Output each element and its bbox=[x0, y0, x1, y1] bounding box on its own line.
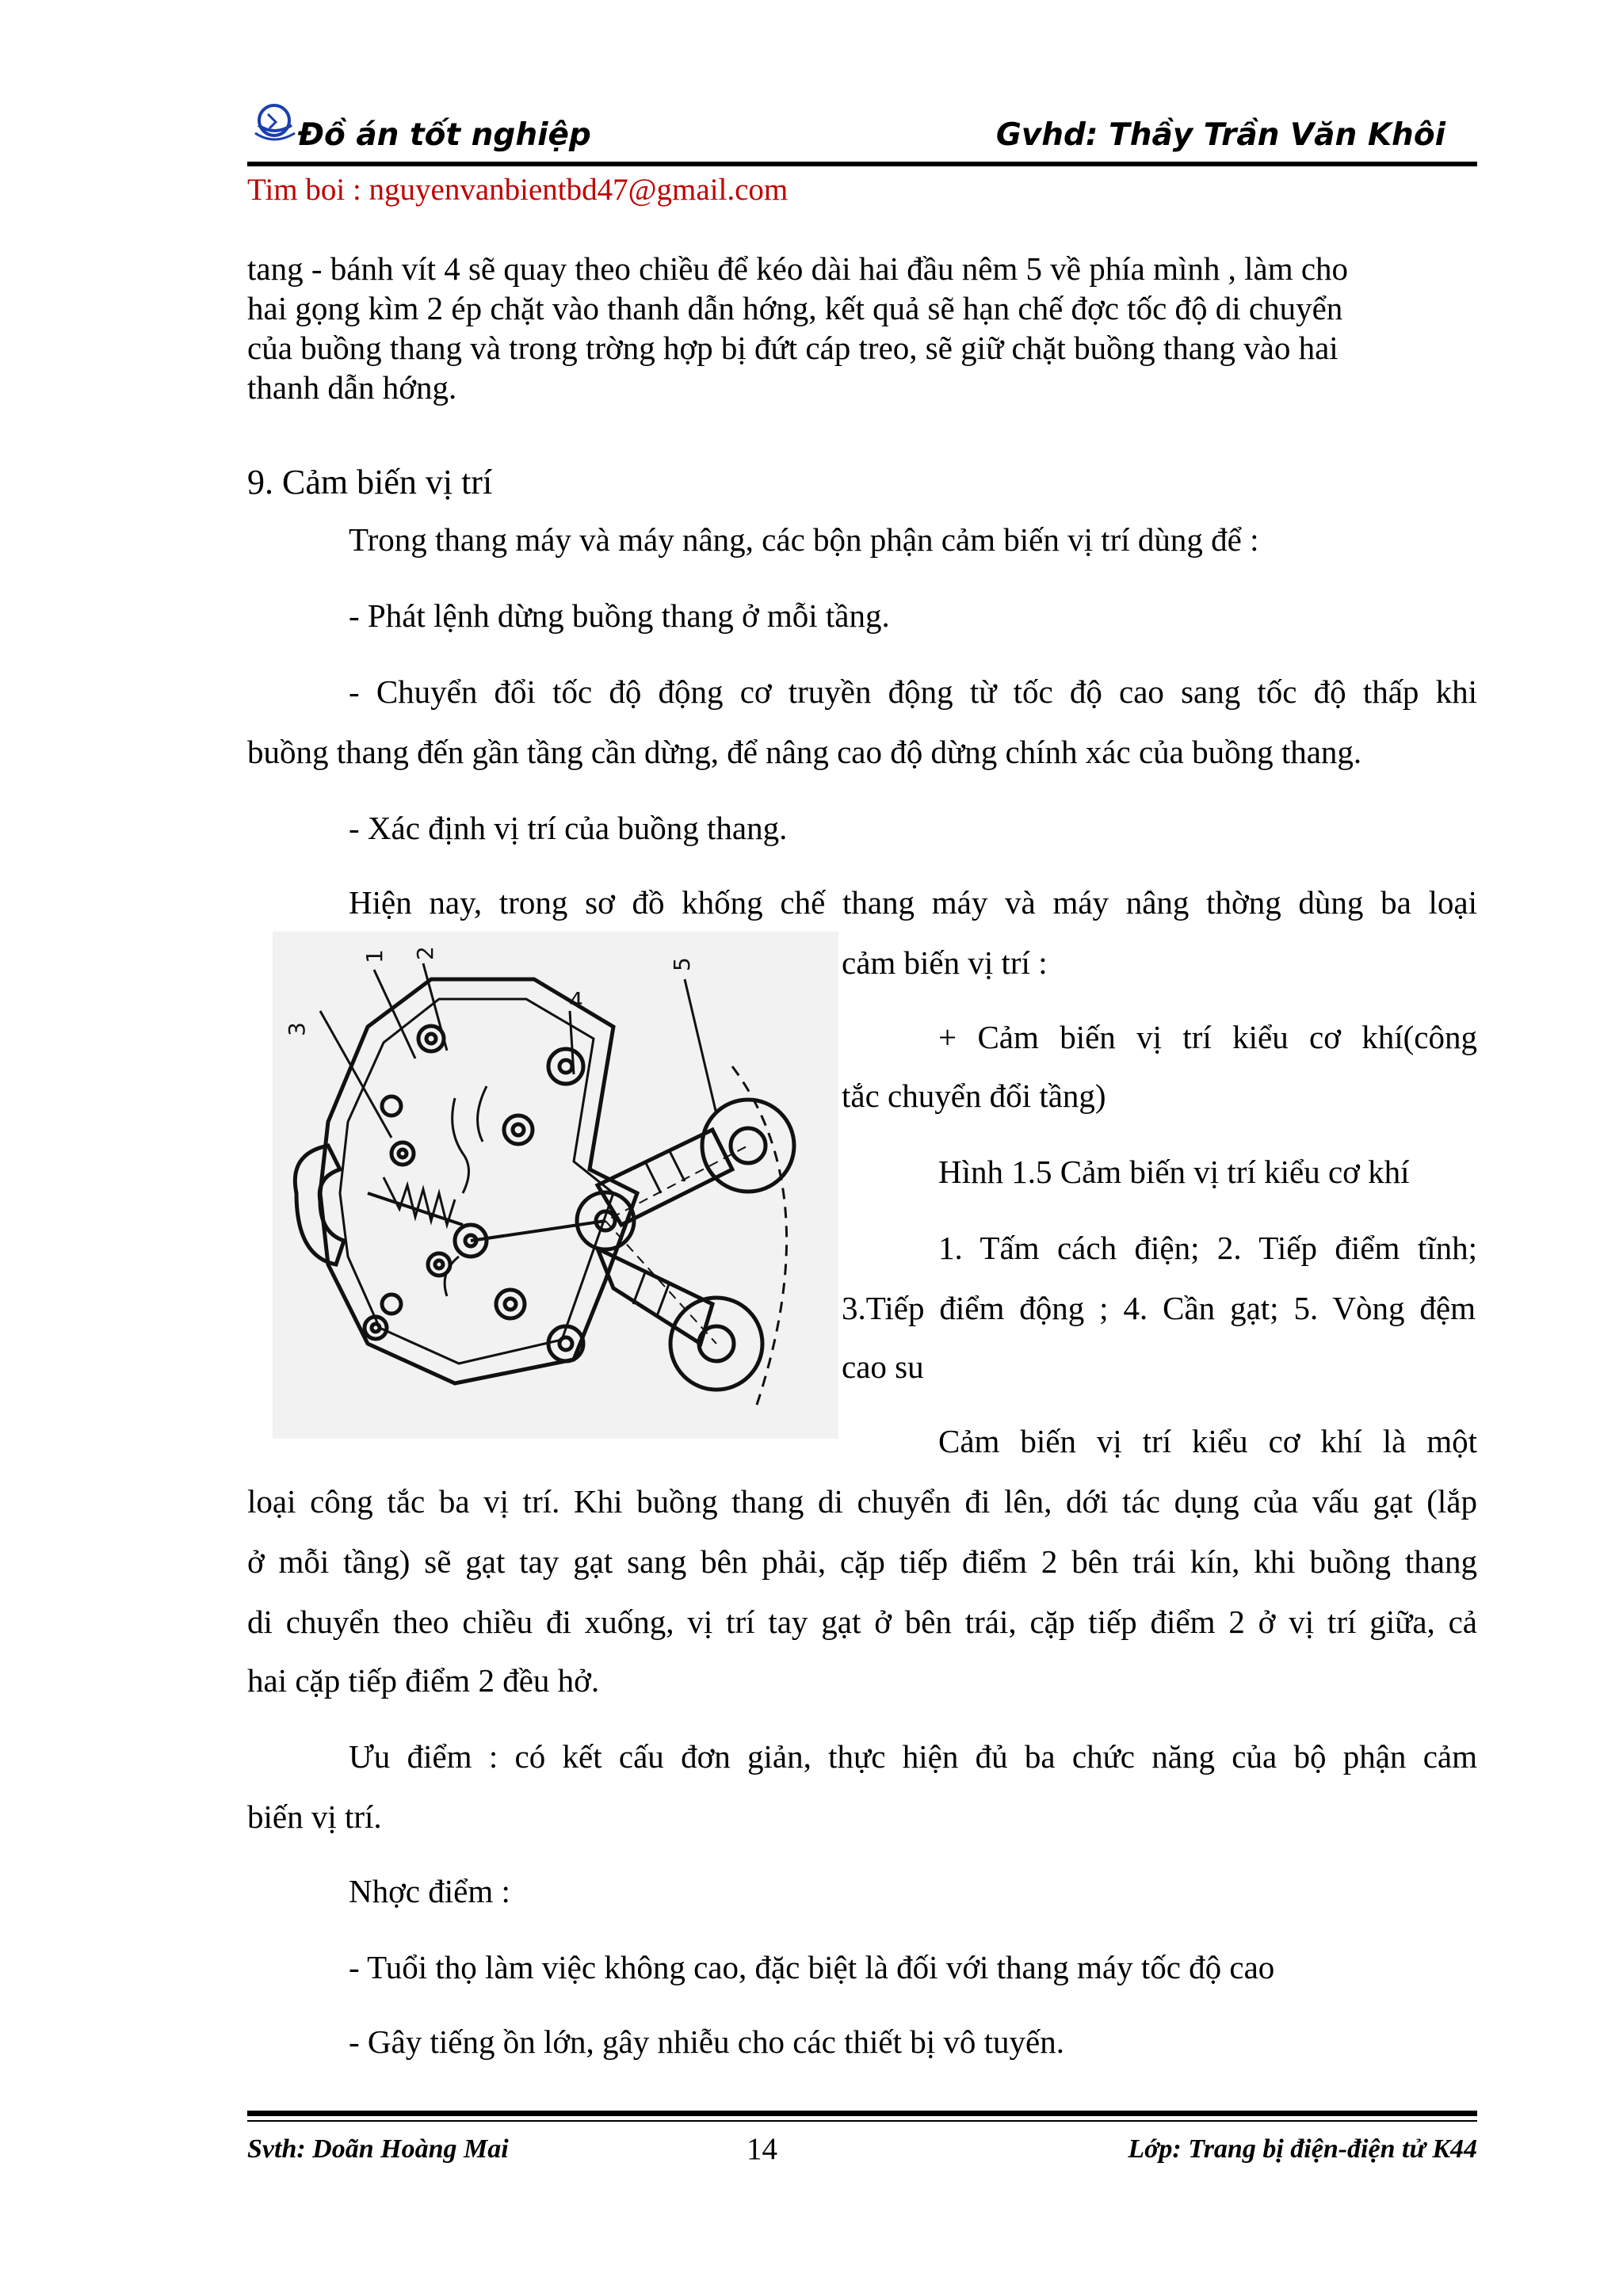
type-1-line1: + Cảm biến vị trí kiểu cơ khí(công bbox=[938, 1019, 1477, 1055]
figure-drawing bbox=[273, 932, 838, 1439]
header-right-title: Gvhd: Thầy Trần Văn Khôi bbox=[995, 117, 1445, 153]
header-left-title: Đồ án tốt nghiệp bbox=[298, 117, 591, 153]
para-mech-line2: loại công tắc ba vị trí. Khi buồng thang di chuyển đi lên, dới tác dụng của vấu gạt (lắp bbox=[247, 1483, 1477, 1520]
figure-label-4: 4 bbox=[569, 987, 583, 1013]
footer-rule-thick bbox=[247, 2111, 1477, 2116]
para-purpose: Trong thang máy và máy nâng, các bộn phận cảm biến vị trí dùng để : bbox=[349, 521, 1259, 558]
para-types-line1: Hiện nay, trong sơ đồ khống chế thang máy và máy nâng thờng dùng ba loại bbox=[349, 884, 1477, 921]
para-types-line2: cảm biến vị trí : bbox=[842, 944, 1048, 981]
bullet-speed-change-line1: - Chuyển đổi tốc độ động cơ truyền động từ tốc độ cao sang tốc độ thấp khi bbox=[349, 673, 1477, 710]
figure-caption: Hình 1.5 Cảm biến vị trí kiểu cơ khí bbox=[938, 1154, 1410, 1190]
advantage-line2: biến vị trí. bbox=[247, 1798, 382, 1835]
disadvantage-title: Nhợc điểm : bbox=[349, 1873, 510, 1909]
header-rule bbox=[247, 162, 1477, 166]
intro-line: tang - bánh vít 4 sẽ quay theo chiều để kéo dài hai đầu nêm 5 về phía mình , làm cho bbox=[247, 250, 1349, 287]
para-mech-line3: ở mỗi tầng) sẽ gạt tay gạt sang bên phải, cặp tiếp điểm 2 bên trái kín, khi buồng thang bbox=[247, 1543, 1477, 1580]
bullet-stop-command: - Phát lệnh dừng buồng thang ở mỗi tầng. bbox=[349, 597, 890, 634]
intro-line: hai gọng kìm 2 ép chặt vào thanh dẫn hớng, kết quả sẽ hạn chế đợc tốc độ di chuyển bbox=[247, 290, 1343, 326]
bullet-speed-change-line2: buồng thang đến gần tầng cần dừng, để nâng cao độ dừng chính xác của buồng thang. bbox=[247, 734, 1362, 770]
footer-page-number: 14 bbox=[747, 2132, 777, 2166]
legend-line3: cao su bbox=[842, 1348, 924, 1385]
intro-line: của buồng thang và trong trờng hợp bị đứt cáp treo, sẽ giữ chặt buồng thang vào hai bbox=[247, 330, 1338, 366]
footer-class: Lớp: Trang bị điện-điện tử K44 bbox=[1128, 2134, 1477, 2164]
intro-paragraph bbox=[247, 249, 1484, 407]
logo-icon bbox=[252, 101, 296, 146]
type-1-line2: tắc chuyển đổi tầng) bbox=[842, 1077, 1106, 1114]
footer-rule-thin bbox=[247, 2120, 1477, 2122]
figure-mechanical-sensor bbox=[273, 932, 838, 1439]
disadvantage-2: - Gây tiếng ồn lớn, gây nhiễu cho các thiết bị vô tuyến. bbox=[349, 2023, 1064, 2060]
figure-label-2: 2 bbox=[412, 946, 438, 960]
para-mech-line4: di chuyển theo chiều đi xuống, vị trí tay gạt ở bên trái, cặp tiếp điểm 2 ở vị trí giữa, cả bbox=[247, 1604, 1477, 1640]
figure-label-5: 5 bbox=[669, 957, 695, 971]
footer-student: Svth: Doãn Hoàng Mai bbox=[247, 2134, 509, 2164]
figure-label-3: 3 bbox=[284, 1022, 310, 1036]
legend-line1: 1. Tấm cách điện; 2. Tiếp điểm tĩnh; bbox=[938, 1230, 1477, 1266]
figure-label-1: 1 bbox=[361, 949, 388, 963]
bullet-position: - Xác định vị trí của buồng thang. bbox=[349, 810, 788, 846]
para-mech-line5: hai cặp tiếp điểm 2 đều hở. bbox=[247, 1662, 600, 1699]
legend-line2: 3.Tiếp điểm động ; 4. Cần gạt; 5. Vòng đệm bbox=[842, 1290, 1476, 1326]
disadvantage-1: - Tuổi thọ làm việc không cao, đặc biệt là đối với thang máy tốc độ cao bbox=[349, 1949, 1275, 1985]
advantage-line1: Ưu điểm : có kết cấu đơn giản, thực hiện đủ ba chức năng của bộ phận cảm bbox=[349, 1738, 1477, 1775]
email-line: Tim boi : nguyenvanbientbd47@gmail.com bbox=[247, 173, 789, 207]
section-title: 9. Cảm biến vị trí bbox=[247, 463, 493, 502]
para-mech-line1: Cảm biến vị trí kiểu cơ khí là một bbox=[938, 1423, 1477, 1459]
intro-line: thanh dẫn hớng. bbox=[247, 369, 457, 406]
